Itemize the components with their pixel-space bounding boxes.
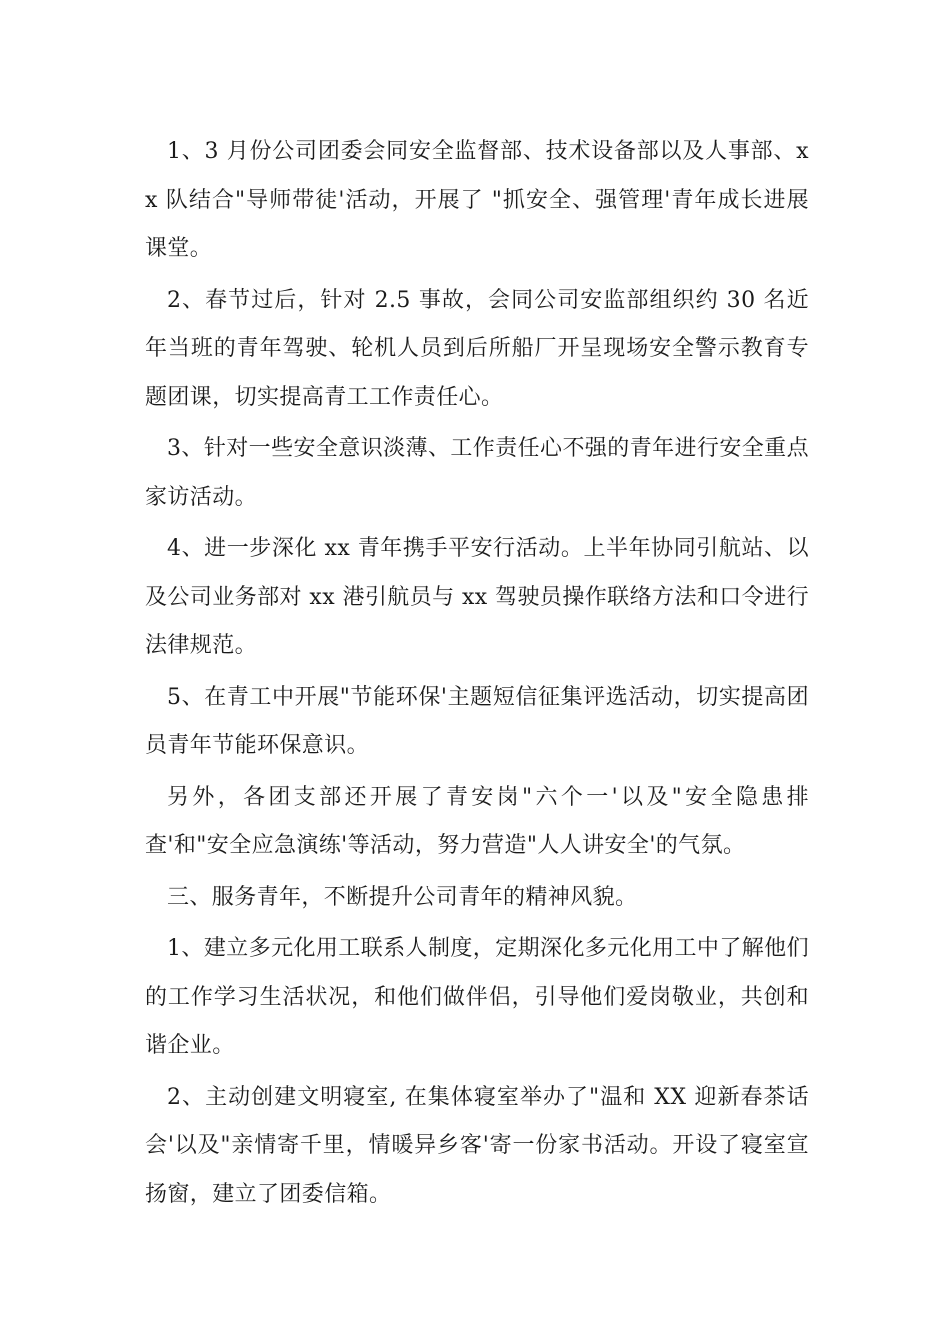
paragraph-1: 1、3 月份公司团委会同安全监督部、技术设备部以及人事部、xx 队结合"导师带徒'活动，开展了 "抓安全、强管理'青年成长进展课堂。: [145, 139, 809, 261]
paragraph-3: 3、针对一些安全意识淡薄、工作责任心不强的青年进行安全重点家访活动。: [145, 436, 809, 510]
paragraph-8: 2、主动创建文明寝室, 在集体寝室举办了"温和 XX 迎新春茶话会'以及"亲情寄千里，情暖异乡客'寄一份家书活动。开设了寝室宣扬窗，建立了团委信箱。: [145, 1084, 809, 1207]
paragraph-5: 5、在青工中开展"节能环保'主题短信征集评选活动，切实提高团员青年节能环保意识。: [145, 684, 809, 758]
paragraph-6: 另外，各团支部还开展了青安岗"六个一'以及"安全隐患排查'和"安全应急演练'等活动，努力营造"人人讲安全'的气氛。: [145, 784, 809, 858]
paragraph-2: 2、春节过后，针对 2.5 事故，会同公司安监部组织约 30 名近年当班的青年驾驶、轮机人员到后所船厂开呈现场安全警示教育专题团课，切实提高青工工作责任心。: [145, 287, 809, 410]
paragraph-7: 1、建立多元化用工联系人制度，定期深化多元化用工中了解他们的工作学习生活状况，和他们做伴侣，引导他们爱岗敬业，共创和谐企业。: [145, 936, 809, 1058]
paragraph-4: 4、进一步深化 xx 青年携手平安行活动。上半年协同引航站、以及公司业务部对 xx 港引航员与 xx 驾驶员操作联络方法和口令进行法律规范。: [145, 536, 809, 658]
section-heading: 三、服务青年，不断提升公司青年的精神风貌。: [167, 884, 638, 910]
document-body: [145, 128, 809, 1222]
